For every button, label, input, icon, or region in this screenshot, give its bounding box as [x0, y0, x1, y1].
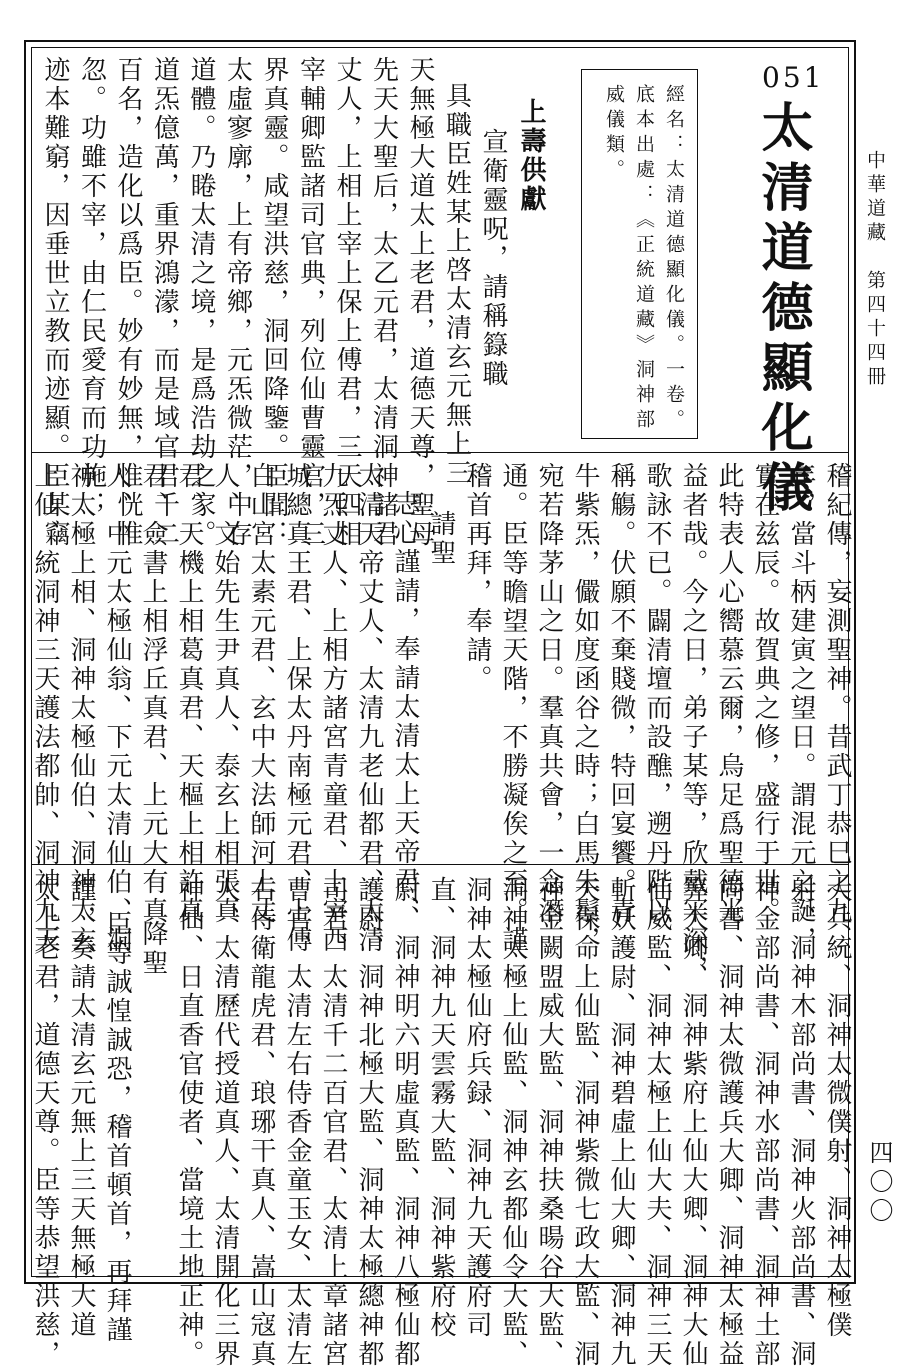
text-column: 稱觴。伏願不棄賤微，特回宴饗。青: [606, 462, 636, 926]
text-column: 志心謹請，奉請太清太上天帝君、: [390, 490, 420, 925]
text-column: 君、僉書上相浮丘真君、上元大有真: [138, 462, 168, 926]
text-column: 護尉、洞神北極大監、洞神太極總神都: [354, 876, 384, 1369]
text-column: 射、洞神木部尚書、洞神火部尚書、洞: [786, 876, 816, 1369]
text-column: 宛若降茅山之日。羣真共會，一念潛: [534, 462, 564, 926]
text-column: 上仙、統洞神三天護法都帥、洞神九天: [30, 462, 60, 955]
text-column: 通。臣等瞻望天階，不勝凝俟之至。謹: [498, 462, 528, 955]
text-column: 神金部尚書、洞神水部尚書、洞神土部: [750, 876, 780, 1369]
section-heading: 降聖: [138, 920, 168, 978]
text-column: 具職臣姓某上啓太清玄元無上三: [441, 82, 472, 488]
text-column: 人、文始先生尹真人、泰玄上相張真: [210, 462, 240, 926]
info-line: 威儀類。: [603, 84, 625, 184]
text-column: 尚書、洞神太微護兵大卿、洞神太極益: [714, 876, 744, 1369]
text-column: 百名，造化以爲臣。妙有妙無，惟恍惟: [113, 56, 143, 549]
text-column: 實在兹辰。故賀典之修，盛行于世。: [750, 462, 780, 926]
text-column: 界真靈。咸望洪慈，洞回降鑒。臣聞：: [259, 56, 289, 549]
text-column: 洞神太極仙府兵録、洞神九天護府司: [462, 876, 492, 1340]
section-heading: 請聖: [426, 510, 456, 568]
text-number: 051: [762, 61, 825, 94]
info-line: 底本出處：《正統道藏》洞神部: [633, 84, 655, 434]
text-column: 宰輔卿監諸司官典，列位仙曹靈官，三: [295, 56, 326, 549]
text-column: 太虛寥廓，上有帝鄉，元炁微茫，中存: [222, 56, 253, 549]
text-column: 此特表人心嚮慕云爾，烏足爲聖德光: [714, 462, 744, 926]
text-column: 人、太清歷代授道真人、太清開化三界: [210, 876, 240, 1369]
text-column: 丈人，上相上宰上保上傅君，三天四相: [332, 56, 362, 549]
text-column: 道體。乃睠太清之境，是爲浩劫之家。: [186, 56, 216, 549]
text-column: 先天大聖后，太乙元君，太清洞神諸君: [368, 56, 399, 549]
text-column: 仙威監、洞神太極上仙大夫、洞神三天: [642, 876, 672, 1369]
text-column: 斬妖護尉、洞神碧虛上仙大卿、洞神九: [606, 876, 636, 1369]
text-column: 忽。功雖不宰，由仁民愛育而功施；: [76, 56, 107, 520]
text-column: 神仙、日直香官使者、當境土地正神。: [174, 876, 204, 1369]
section-heading: 上壽供獻: [516, 98, 546, 214]
text-column: 城總真王君、上保太丹南極元君、上傅: [282, 462, 312, 955]
text-column: 太上老君，道德天尊。臣等恭望洪慈，: [30, 876, 60, 1369]
text-column: 右侍衛龍虎君、琅琊干真人、嵩山寇真: [246, 876, 276, 1369]
text-column: 臣等誠惶誠恐，稽首頓首，再拜謹: [102, 910, 132, 1345]
text-column: 年，當斗柄建寅之望日。謂混元之誕，: [786, 462, 816, 955]
text-column: 牛紫炁，儼如度函谷之時；白馬朱鬃，: [570, 462, 600, 955]
text-column: 九炁丈人、上相方諸宮青童君、上宰西: [318, 462, 348, 955]
text-column: 直、洞神九天雲霧大監、洞神紫府校: [426, 876, 456, 1340]
text-column: 道炁億萬，重界鴻濛，而是域官君千二: [149, 56, 180, 549]
text-column: 人、中元太極仙翁、下元太清仙伯、洞: [102, 462, 132, 955]
text-column: 君、天機上相葛真君、天樞上相許真: [174, 462, 204, 926]
book-volume-label: 中華道藏 第四十四冊: [864, 150, 886, 390]
page-title: 太清道德顯化儀: [752, 100, 813, 520]
text-column: 白山宮太素元君、玄中大法師河上丈: [246, 462, 276, 926]
text-column: 稽首再拜，奉請。: [462, 462, 492, 694]
text-column: 洞神太極上仙監、洞神玄都仙令大監、: [498, 876, 528, 1369]
text-column: 尉、洞神明六明虛真監、洞神八極仙都: [390, 876, 420, 1369]
text-column: 司君、太清千二百官君、太清上章諸宮: [318, 876, 348, 1369]
text-column: 迹本難窮，因垂世立教而迹顯。臣某竊: [40, 56, 70, 549]
text-column: 宣衛靈呪，請稱籙職: [478, 128, 508, 389]
text-column: 天無極大道太上老君，道德天尊，聖母: [405, 56, 435, 549]
text-column: 謹，奏請太清玄元無上三天無極大道: [66, 876, 96, 1340]
text-column: 稽紀傳，妄測聖神。昔武丁恭巳之九: [822, 462, 852, 926]
text-column: 神金闕盟威大監、洞神扶桑暘谷大監、: [534, 876, 564, 1369]
info-line: 經名：太清道德顯化儀。一卷。: [663, 84, 685, 434]
text-column: 神太極上相、洞神太極仙伯、洞神太玄: [66, 462, 96, 955]
page-number: 四〇〇: [865, 1140, 893, 1227]
text-column: 益者哉。今之日，弟子某等，欣戴冞深，: [678, 462, 708, 984]
text-column: 歌詠不已。闢清壇而設醮，遡丹陛以: [642, 462, 672, 926]
text-column: 筭大卿、洞神紫府上仙大卿、洞神大仙: [678, 876, 708, 1369]
text-column: 天保命上仙監、洞神紫微七政大監、洞: [570, 876, 600, 1369]
text-column: 太清天帝丈人、太清九老仙都君、太清: [354, 462, 384, 955]
text-column: 曹官、太清左右侍香金童玉女、太清左: [282, 876, 312, 1369]
text-column: 大兵統、洞神太微僕射、洞神太極僕: [822, 876, 852, 1340]
